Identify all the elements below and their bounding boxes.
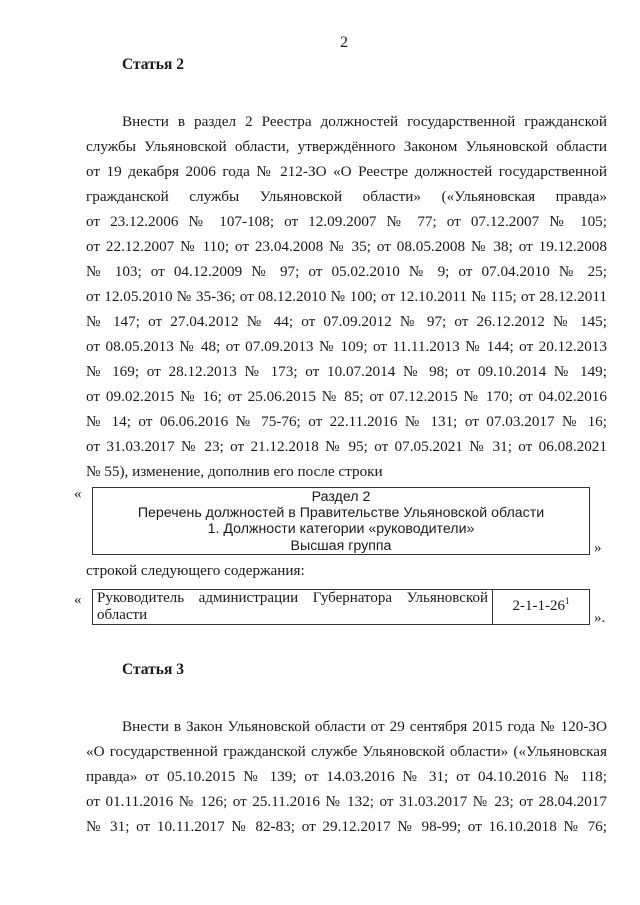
close-quote-period: ».: [594, 610, 606, 626]
article-2-line: от 31.03.2017 № 23; от 21.12.2018 № 95; от 07.05.2021 № 31; от 06.08.2021: [86, 438, 607, 455]
middle-line: строкой следующего содержания:: [86, 562, 305, 579]
article-3-line: Внести в Закон Ульяновской области от 29 сентября 2015 года № 120-ЗО: [122, 718, 607, 735]
article-2-line: № 103; от 04.12.2009 № 97; от 05.02.2010 № 9; от 07.04.2010 № 25;: [86, 263, 607, 280]
article-2-line: от 22.12.2007 № 110; от 23.04.2008 № 35; от 08.05.2008 № 38; от 19.12.2008: [86, 238, 607, 255]
section-box-line: Раздел 2: [311, 489, 371, 505]
open-quote: «: [74, 592, 82, 608]
article-2-title: Статья 2: [122, 56, 184, 73]
article-2-line: № 169; от 28.12.2013 № 173; от 10.07.2014 № 98; от 09.10.2014 № 149;: [86, 363, 607, 380]
position-line: области: [97, 607, 148, 623]
article-2-line: от 08.05.2013 № 48; от 07.09.2013 № 109; от 11.11.2013 № 144; от 20.12.2013: [86, 338, 607, 355]
open-quote: «: [74, 486, 82, 502]
section-box-line: 1. Должности категории «руководители»: [207, 521, 475, 538]
article-3-title: Статья 3: [122, 661, 184, 678]
article-3-line: правда» от 05.10.2015 № 139; от 14.03.2016 № 31; от 04.10.2016 № 118;: [86, 768, 607, 785]
article-2-line: от 12.05.2010 № 35-36; от 08.12.2010 № 100; от 12.10.2011 № 115; от 28.12.2011: [86, 288, 607, 305]
article-2-line: Внести в раздел 2 Реестра должностей государственной гражданской: [122, 113, 607, 130]
page-number: 2: [340, 34, 348, 51]
position-line: Руководитель администрации Губернатора Ульяновской: [97, 590, 488, 606]
position-code-sup: 1: [565, 596, 570, 606]
position-code: 2-1-1-26: [512, 598, 565, 614]
article-2-line: от 23.12.2006 № 107-108; от 12.09.2007 № 77; от 07.12.2007 № 105;: [86, 213, 607, 230]
section-box-line: Высшая группа: [290, 537, 392, 554]
article-2-line: службы Ульяновской области, утверждённого Законом Ульяновской области: [86, 138, 607, 155]
article-2-line: № 55), изменение, дополнив его после строки: [86, 463, 383, 480]
article-3-line: «О государственной гражданской службе Ульяновской области» («Ульяновская: [86, 743, 607, 760]
article-2-line: от 09.02.2015 № 16; от 25.06.2015 № 85; от 07.12.2015 № 170; от 04.02.2016: [86, 388, 607, 405]
section-box-line: Перечень должностей в Правительстве Ульяновской области: [137, 505, 545, 522]
new-row-table: [92, 589, 590, 625]
article-2-line: гражданской службы Ульяновской области» («Ульяновская правда»: [86, 188, 607, 205]
article-2-line: № 147; от 27.04.2012 № 44; от 07.09.2012 № 97; от 26.12.2012 № 145;: [86, 313, 607, 330]
article-3-line: № 31; от 10.11.2017 № 82-83; от 29.12.2017 № 98-99; от 16.10.2018 № 76;: [86, 818, 607, 835]
code-cell: [493, 590, 589, 624]
position-cell: [93, 590, 493, 624]
article-2-line: от 19 декабря 2006 года № 212-ЗО «О Реестре должностей государственной: [86, 163, 607, 180]
article-2-line: № 14; от 06.06.2016 № 75-76; от 22.11.2016 № 131; от 07.03.2017 № 16;: [86, 413, 607, 430]
section-box: [92, 487, 590, 555]
close-quote: »: [594, 540, 602, 556]
article-3-line: от 01.11.2016 № 126; от 25.11.2016 № 132; от 31.03.2017 № 23; от 28.04.2017: [86, 793, 607, 810]
